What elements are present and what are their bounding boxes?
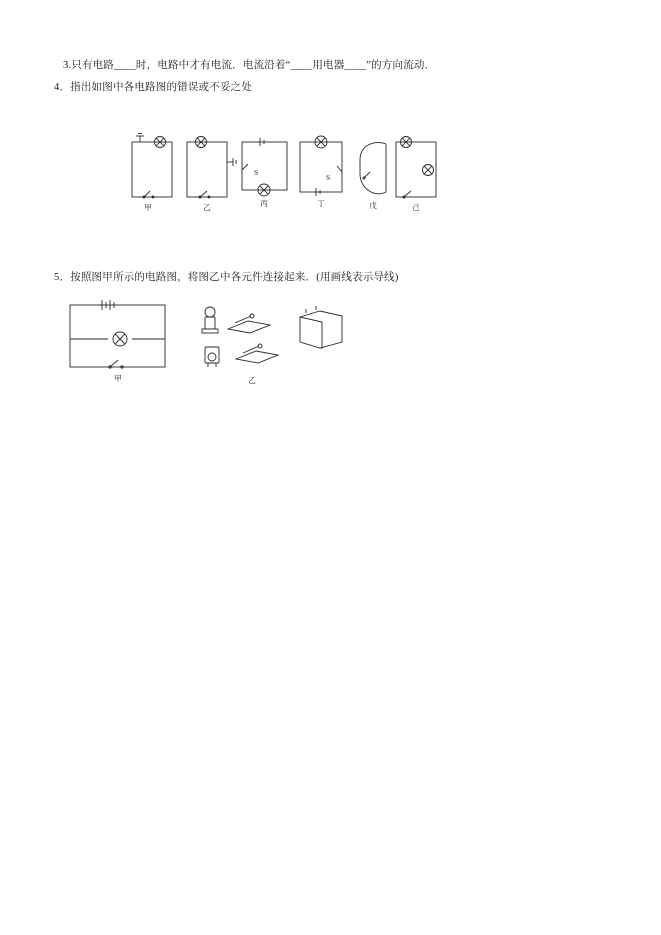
svg-text:丁: 丁 [317,199,325,208]
circuit-yi [187,137,236,213]
circuit-bing [242,138,287,208]
circuit-jia [132,134,172,213]
svg-text:己: 己 [412,203,420,212]
svg-text:戊: 戊 [369,201,377,210]
figure-question-5 [60,295,360,390]
real-battery [300,306,342,349]
real-lamp-top [202,307,218,333]
svg-text:乙: 乙 [248,376,256,385]
question-5-text: 5．按照图甲所示的电路图，将图乙中各元件连接起来．(用画线表示导线) [54,272,399,283]
circuit-ding [300,136,342,208]
real-switch-bottom [236,344,278,363]
real-switch-top [228,314,270,333]
svg-text:乙: 乙 [203,203,211,212]
circuit-ji [396,137,436,213]
real-lamp-bottom [205,347,219,367]
svg-text:甲: 甲 [144,203,152,212]
figure-question-4 [120,130,440,220]
circuit-wu [360,143,386,210]
question-4-text: 4．指出如图中各电路图的错误或不妥之处 [54,82,253,93]
schematic-jia [70,300,165,383]
svg-text:S: S [254,168,259,177]
question-3-text: 3.只有电路____时，电路中才有电流．电流沿着“____用电器____”的方向流动． [63,60,436,71]
svg-text:S: S [326,173,331,182]
svg-text:丙: 丙 [260,199,268,208]
svg-text:甲: 甲 [114,374,122,383]
real-components-yi [202,306,342,385]
